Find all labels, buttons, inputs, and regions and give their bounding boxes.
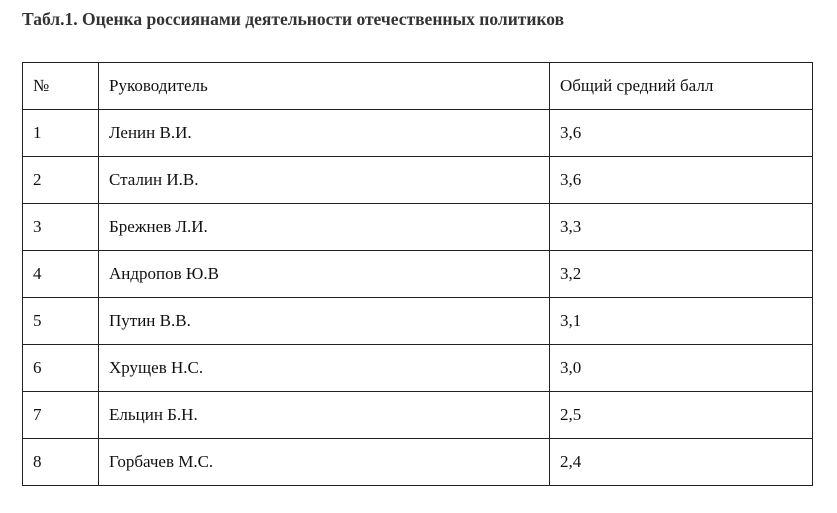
average-score: 3,6: [550, 157, 813, 204]
average-score: 3,0: [550, 345, 813, 392]
column-header-score: Общий средний балл: [550, 63, 813, 110]
row-number: 8: [23, 439, 99, 486]
leader-name: Хрущев Н.С.: [99, 345, 550, 392]
table-row: [23, 251, 813, 298]
average-score: 3,1: [550, 298, 813, 345]
row-number: 6: [23, 345, 99, 392]
average-score: 3,6: [550, 110, 813, 157]
row-number: 1: [23, 110, 99, 157]
table-row: [23, 110, 813, 157]
table-row: [23, 392, 813, 439]
leader-name: Ленин В.И.: [99, 110, 550, 157]
column-header-leader: Руководитель: [99, 63, 550, 110]
table-row: [23, 439, 813, 486]
table-row: [23, 298, 813, 345]
table-header-row: [23, 63, 813, 110]
leader-name: Путин В.В.: [99, 298, 550, 345]
average-score: 3,3: [550, 204, 813, 251]
leader-name: Ельцин Б.Н.: [99, 392, 550, 439]
table-caption: Табл.1. Оценка россиянами деятельности отечественных политиков: [22, 9, 565, 29]
column-header-number: №: [23, 63, 99, 110]
row-number: 4: [23, 251, 99, 298]
average-score: 2,5: [550, 392, 813, 439]
row-number: 3: [23, 204, 99, 251]
table-row: [23, 157, 813, 204]
leader-name: Горбачев М.С.: [99, 439, 550, 486]
leader-name: Андропов Ю.В: [99, 251, 550, 298]
average-score: 3,2: [550, 251, 813, 298]
table-row: [23, 204, 813, 251]
table-row: [23, 345, 813, 392]
leader-name: Брежнев Л.И.: [99, 204, 550, 251]
row-number: 7: [23, 392, 99, 439]
average-score: 2,4: [550, 439, 813, 486]
row-number: 5: [23, 298, 99, 345]
leader-name: Сталин И.В.: [99, 157, 550, 204]
row-number: 2: [23, 157, 99, 204]
politicians-rating-table: [22, 62, 813, 486]
